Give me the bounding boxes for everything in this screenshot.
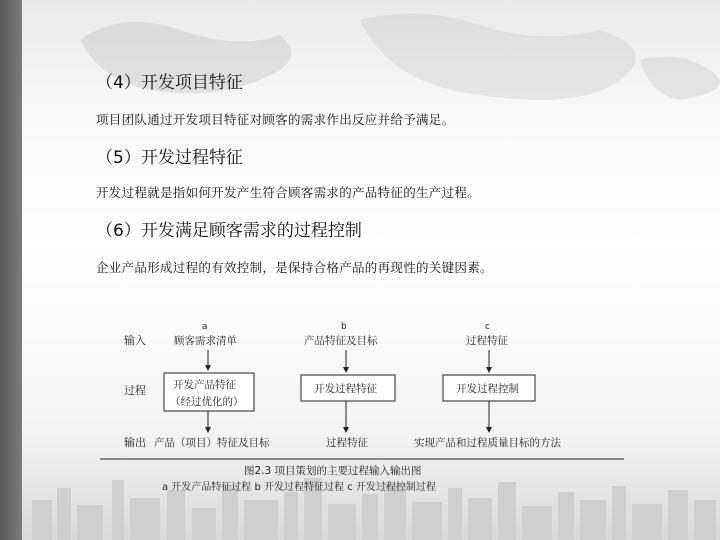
input-b: 产品特征及目标 [304, 335, 378, 347]
heading-6: （6）开发满足顾客需求的过程控制 [96, 221, 362, 241]
column-letter-c: c [485, 322, 490, 332]
input-a: 顾客需求清单 [174, 335, 237, 347]
paragraph-6: 企业产品形成过程的有效控制，是保持合格产品的再现性的关键因素。 [96, 260, 493, 275]
output-a: 产品（项目）特征及目标 [154, 437, 270, 449]
column-letter-a: a [202, 322, 208, 332]
heading-5: （5）开发过程特征 [96, 148, 243, 168]
row-label-input: 输入 [124, 334, 146, 347]
row-label-process: 过程 [124, 384, 146, 397]
row-label-output: 输出 [124, 436, 146, 449]
process-io-diagram [96, 318, 626, 498]
process-b-line1: 开发过程特征 [314, 383, 377, 395]
process-a-line2: （经过优化的） [170, 396, 244, 408]
figure-caption: 图2.3 项目策划的主要过程输入输出图 [244, 465, 422, 477]
input-c: 过程特征 [466, 335, 508, 347]
figure-legend: a 开发产品特征过程 b 开发过程特征过程 c 开发过程控制过程 [162, 482, 436, 493]
column-letter-b: b [341, 322, 347, 332]
world-map-decoration [60, 0, 720, 110]
heading-4: （4）开发项目特征 [96, 73, 243, 93]
paragraph-4: 项目团队通过开发项目特征对顾客的需求作出反应并给予满足。 [96, 112, 455, 127]
output-b: 过程特征 [326, 437, 368, 449]
output-c: 实现产品和过程质量目标的方法 [414, 437, 561, 449]
process-a-line1: 开发产品特征 [173, 379, 236, 391]
process-c-line1: 开发过程控制 [456, 383, 519, 395]
paragraph-5: 开发过程就是指如何开发产生符合顾客需求的产品特征的生产过程。 [96, 185, 481, 200]
left-decor-bar [0, 0, 22, 540]
